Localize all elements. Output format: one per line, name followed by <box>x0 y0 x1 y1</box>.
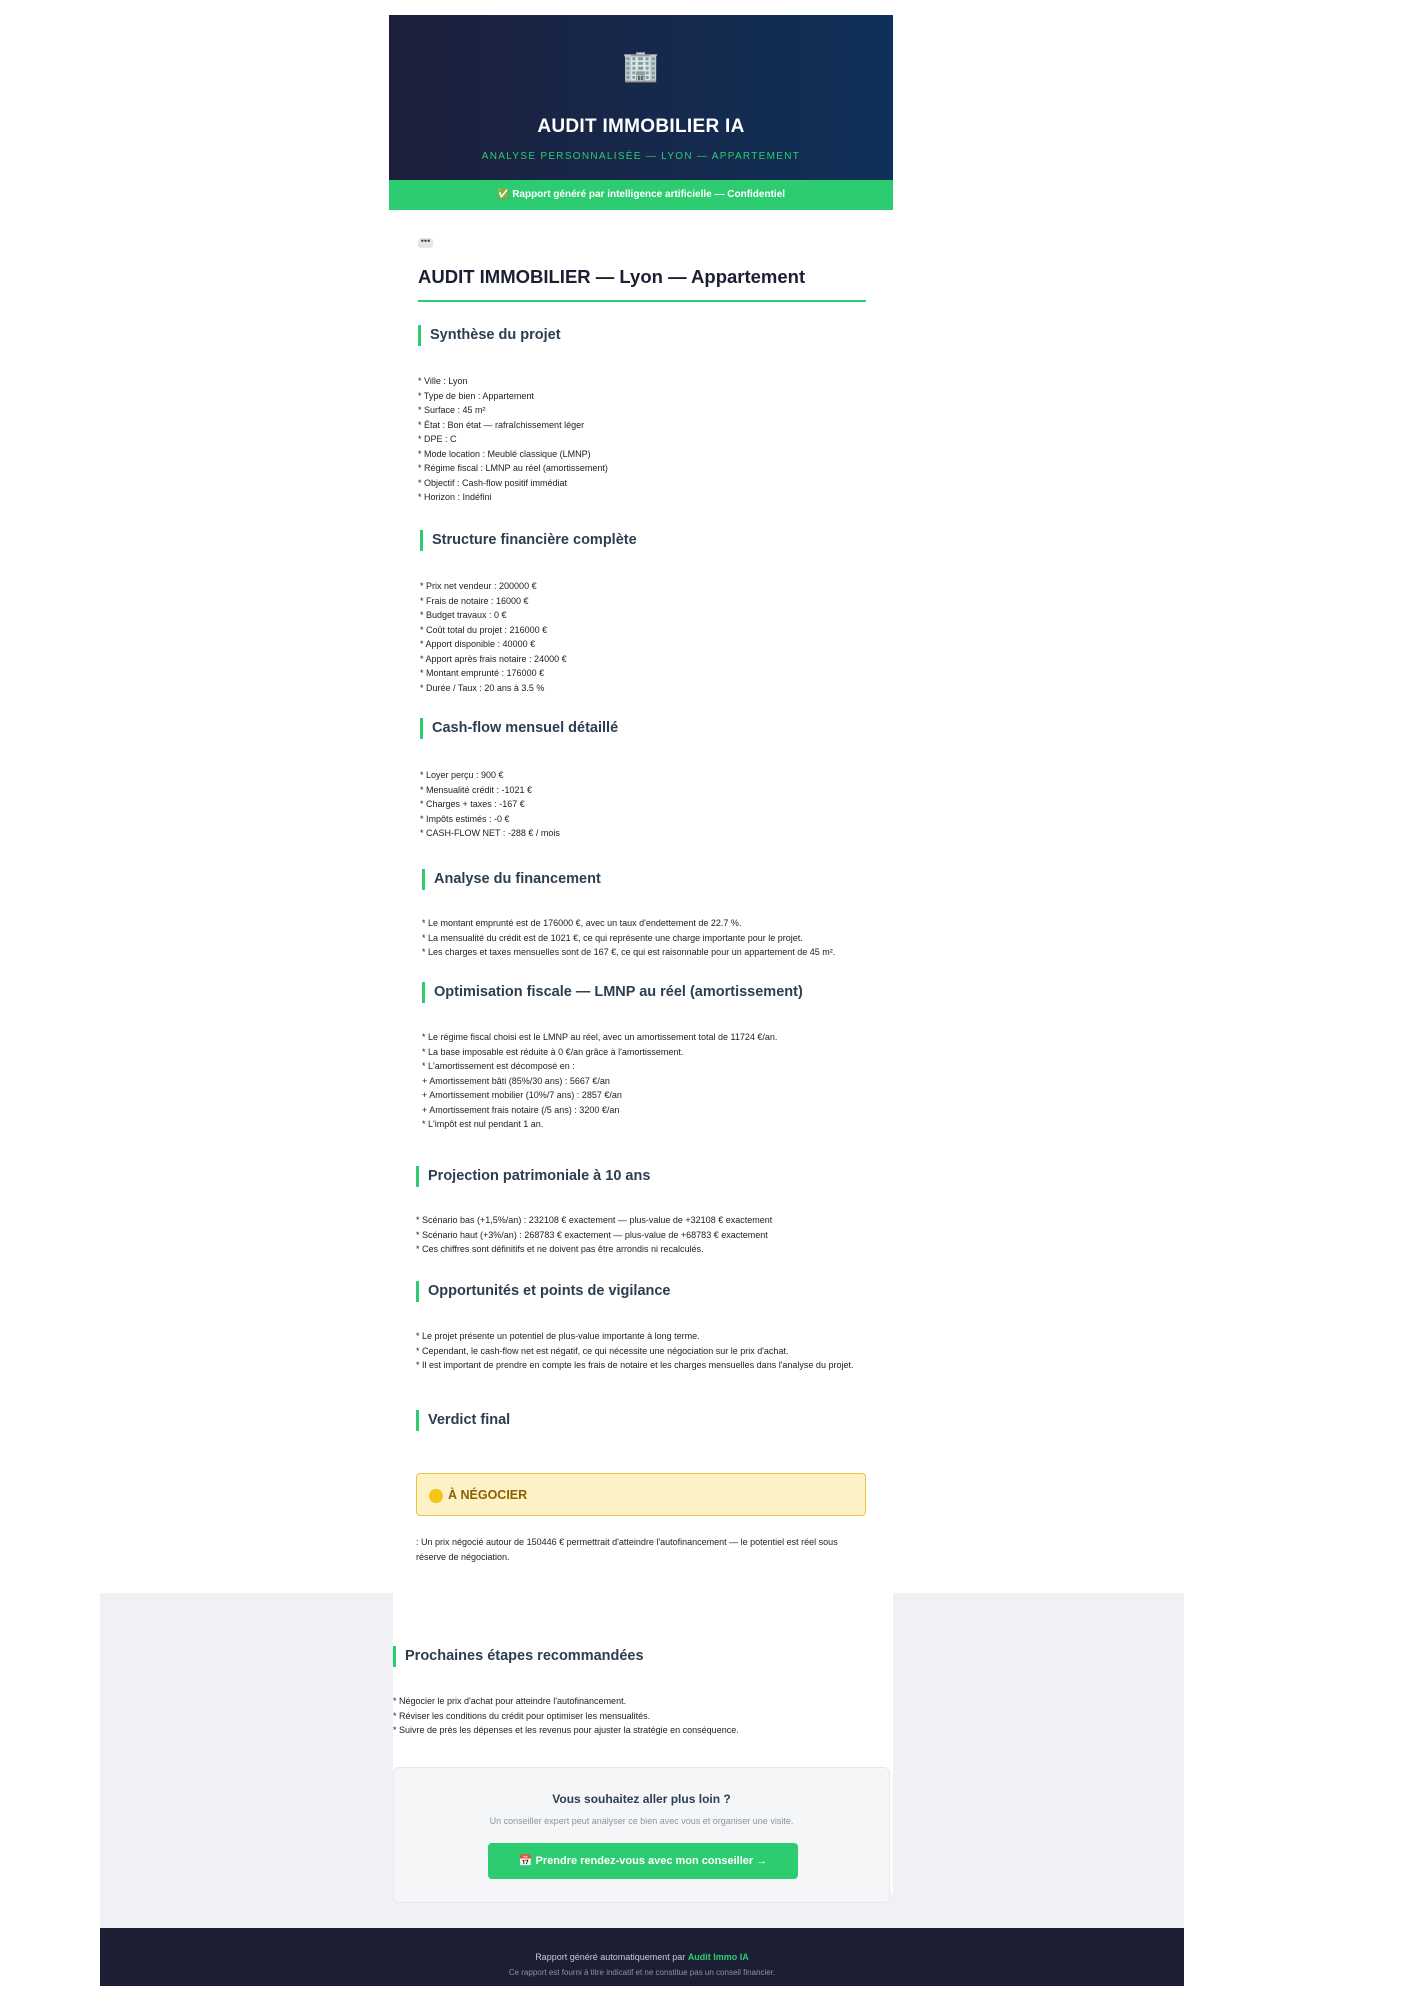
list-item: * L'impôt est nul pendant 1 an. <box>422 1119 544 1129</box>
list-item: * CASH-FLOW NET : -288 € / mois <box>420 828 560 838</box>
list-item: * Réviser les conditions du crédit pour optimiser les mensualités. <box>393 1710 651 1721</box>
section-heading-etapes: Prochaines étapes recommandées <box>393 1646 644 1667</box>
list-item: * Charges + taxes : -167 € <box>420 799 525 809</box>
section-heading-structure: Structure financière complète <box>420 530 637 551</box>
list-item: * L'amortissement est décomposé en : <box>422 1061 575 1071</box>
financement-list <box>422 916 835 960</box>
report-title: AUDIT IMMOBILIER IA <box>537 116 745 137</box>
collapsed-content-toggle[interactable]: ••• <box>418 238 433 248</box>
verdict-label: À NÉGOCIER <box>448 1488 528 1502</box>
page-footer <box>100 1928 1184 1986</box>
list-item: * DPE : C <box>418 434 457 444</box>
verdict-note: : Un prix négocié autour de 150446 € permettrait d'atteindre l'autofinancement — le potentiel est réel sous réserve de négociation. <box>416 1537 838 1562</box>
list-item: * Durée / Taux : 20 ans à 3.5 % <box>420 682 545 693</box>
list-item: * Scénario bas (+1,5%/an) : 232108 € exactement — plus-value de +32108 € exactement <box>416 1215 773 1225</box>
list-item: + Amortissement bâti (85%/30 ans) : 5667 €/an <box>422 1075 610 1086</box>
footer-disclaimer: Ce rapport est fourni à titre indicatif et ne constitue pas un conseil financier. <box>508 1968 776 1977</box>
title-divider <box>418 300 866 302</box>
footer-generated-line <box>100 1952 1184 1962</box>
list-item: * La mensualité du crédit est de 1021 €, ce qui représente une charge importante pour le projet. <box>422 932 803 943</box>
list-item: * Mode location : Meublé classique (LMNP) <box>418 448 591 459</box>
list-item: * Cependant, le cash-flow net est négatif, ce qui nécessite une négociation sur le prix d'achat. <box>416 1345 789 1356</box>
list-item: * Mensualité crédit : -1021 € <box>420 784 533 795</box>
list-item: * Apport disponible : 40000 € <box>420 639 536 649</box>
list-item: * Loyer perçu : 900 € <box>420 770 504 780</box>
list-item: * Montant emprunté : 176000 € <box>420 668 545 678</box>
report-header <box>389 15 893 180</box>
yellow-circle-icon <box>429 1489 443 1503</box>
section-heading-opportunites: Opportunités et points de vigilance <box>416 1281 671 1302</box>
confidential-banner: ✅ Rapport généré par intelligence artificielle — Confidentiel <box>389 180 893 210</box>
synthese-list <box>418 374 608 505</box>
cashflow-list <box>420 768 560 841</box>
list-item: * Le projet présente un potentiel de plus-value importante à long terme. <box>416 1331 700 1341</box>
list-item: * Coût total du projet : 216000 € <box>420 624 548 635</box>
list-item: * Le montant emprunté est de 176000 €, avec un taux d'endettement de 22.7 %. <box>422 918 742 928</box>
list-item: * Impôts estimés : -0 € <box>420 813 510 824</box>
list-item: + Amortissement mobilier (10%/7 ans) : 2857 €/an <box>422 1090 622 1100</box>
cta-question: Vous souhaitez aller plus loin ? <box>552 1792 731 1806</box>
footer-brand-link[interactable]: Audit Immo IA <box>687 1952 749 1962</box>
list-item: * Scénario haut (+3%/an) : 268783 € exactement — plus-value de +68783 € exactement <box>416 1229 768 1240</box>
structure-list <box>420 579 567 695</box>
footer-prefix: Rapport généré automatiquement par <box>535 1952 686 1962</box>
list-item: * Le régime fiscal choisi est le LMNP au réel, avec un amortissement total de 11724 €/an. <box>422 1032 778 1042</box>
list-item: * État : Bon état — rafraîchissement léger <box>418 419 585 430</box>
document-title: AUDIT IMMOBILIER — Lyon — Appartement <box>418 266 806 287</box>
section-heading-verdict: Verdict final <box>416 1410 510 1431</box>
report-subtitle: ANALYSE PERSONNALISÉE — LYON — APPARTEMENT <box>481 151 801 162</box>
list-item: * La base imposable est réduite à 0 €/an grâce à l'amortissement. <box>422 1046 684 1057</box>
opportunites-list <box>416 1329 868 1373</box>
list-item: * Suivre de près les dépenses et les revenus pour ajuster la stratégie en conséquence. <box>393 1725 739 1735</box>
list-item: * Surface : 45 m² <box>418 405 486 415</box>
section-heading-cashflow: Cash-flow mensuel détaillé <box>420 718 618 739</box>
book-appointment-button[interactable]: 📅 Prendre rendez-vous avec mon conseiller → <box>488 1843 798 1879</box>
projection-list <box>416 1213 772 1257</box>
cta-description: Un conseiller expert peut analyser ce bien avec vous et organiser une visite. <box>489 1816 794 1826</box>
list-item: * Budget travaux : 0 € <box>420 610 507 620</box>
fiscal-list <box>422 1030 777 1132</box>
building-icon: 🏢 <box>622 50 660 83</box>
list-item: * Horizon : Indéfini <box>418 492 492 502</box>
list-item: * Objectif : Cash-flow positif immédiat <box>418 477 568 488</box>
list-item: * Ces chiffres sont définitifs et ne doivent pas être arrondis ni recalculés. <box>416 1244 704 1254</box>
list-item: * Négocier le prix d'achat pour atteindre l'autofinancement. <box>393 1696 627 1706</box>
etapes-list <box>393 1694 739 1738</box>
section-heading-fiscal: Optimisation fiscale — LMNP au réel (amortissement) <box>422 982 803 1003</box>
section-heading-projection: Projection patrimoniale à 10 ans <box>416 1166 650 1187</box>
list-item: * Apport après frais notaire : 24000 € <box>420 653 567 664</box>
list-item: * Frais de notaire : 16000 € <box>420 595 529 606</box>
cta-box <box>393 1767 890 1903</box>
list-item: * Il est important de prendre en compte les frais de notaire et les charges mensuelles dans l'analyse du projet. <box>416 1360 854 1370</box>
list-item: + Amortissement frais notaire (/5 ans) : 3200 €/an <box>422 1104 620 1115</box>
list-item: * Régime fiscal : LMNP au réel (amortissement) <box>418 463 608 473</box>
section-heading-synthese: Synthèse du projet <box>418 325 561 346</box>
verdict-badge <box>416 1473 866 1516</box>
list-item: * Type de bien : Appartement <box>418 390 534 401</box>
list-item: * Les charges et taxes mensuelles sont de 167 €, ce qui est raisonnable pour un appartement de 45 m². <box>422 947 836 957</box>
list-item: * Ville : Lyon <box>418 376 468 386</box>
list-item: * Prix net vendeur : 200000 € <box>420 581 537 591</box>
section-heading-financement: Analyse du financement <box>422 869 601 890</box>
